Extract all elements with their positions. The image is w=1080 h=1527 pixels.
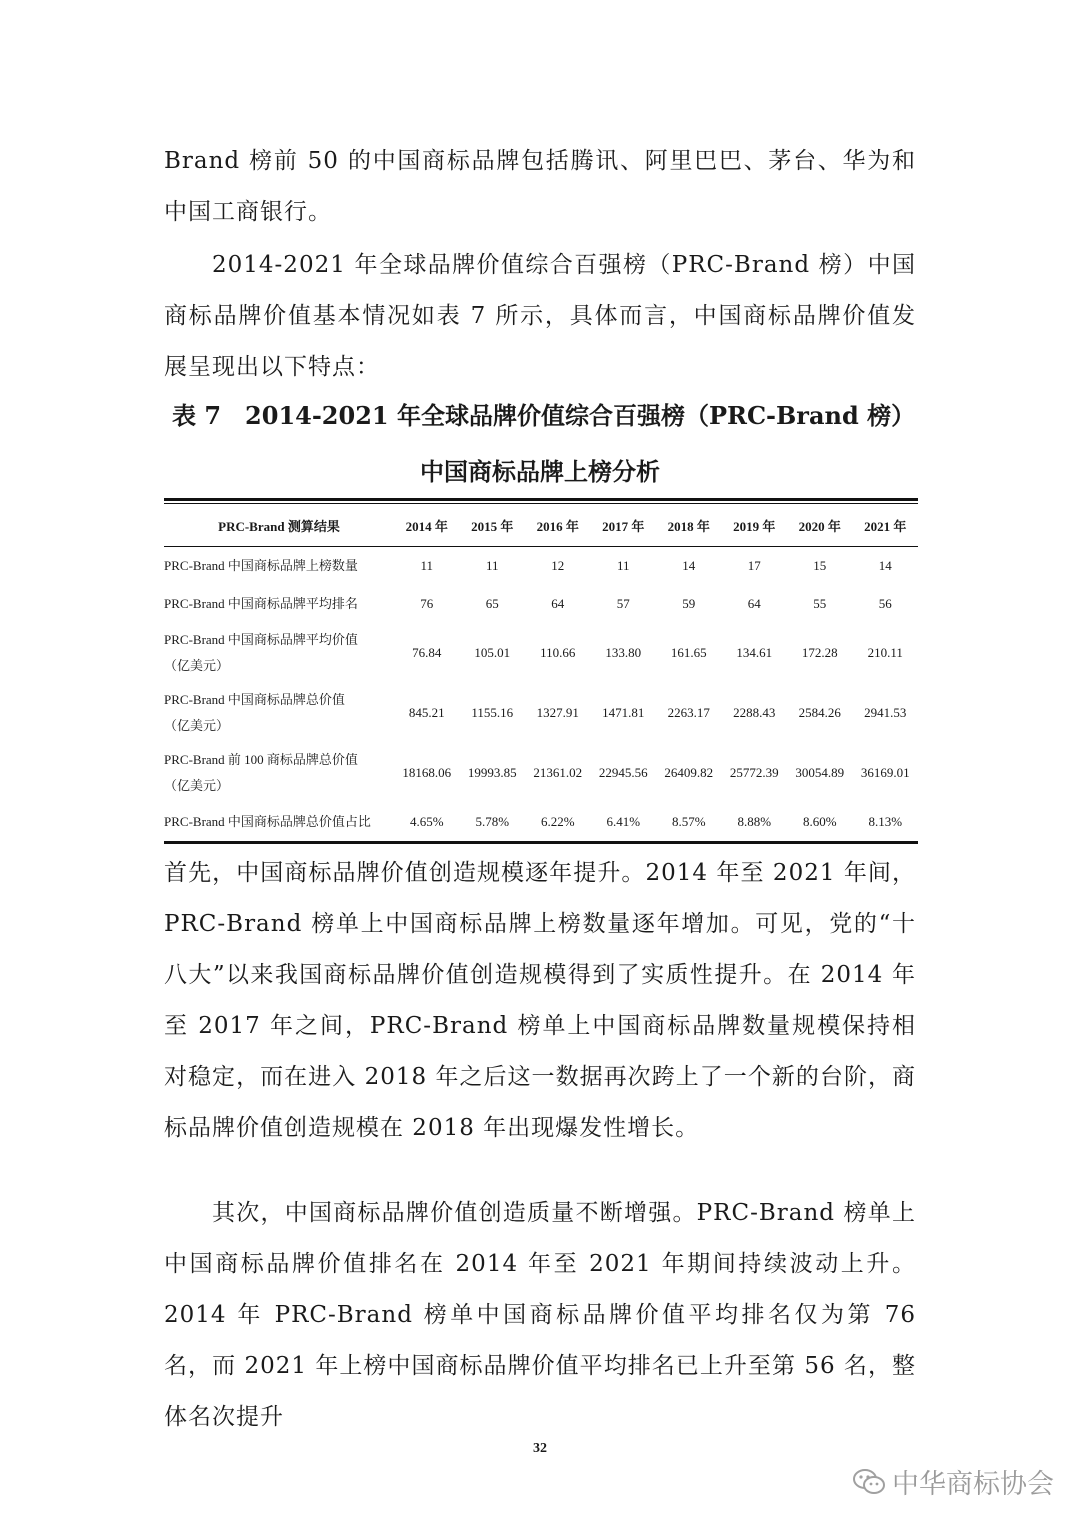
table-cell: 11	[485, 558, 499, 573]
table-cell: 36169.01	[860, 765, 910, 780]
table-row	[164, 547, 918, 586]
table-row	[164, 683, 918, 743]
row-label	[164, 683, 394, 743]
table-cell: 8.88%	[737, 814, 772, 829]
table-caption-line1: 表 7 2014-2021 年全球品牌价值综合百强榜（PRC-Brand 榜）	[172, 401, 916, 430]
header-cell: 2018 年	[656, 504, 722, 547]
table-cell: 2941.53	[864, 705, 907, 720]
row-label	[164, 623, 394, 683]
table-cell: 4.65%	[409, 814, 444, 829]
header-cell: 2017 年	[591, 504, 657, 547]
table-row	[164, 623, 918, 683]
watermark	[852, 1462, 1054, 1501]
paragraph-overview: 2014-2021 年全球品牌价值综合百强榜（PRC-Brand 榜）中国商标品牌价值基本情况如表 7 所示，具体而言，中国商标品牌价值发展呈现出以下特点：	[164, 252, 916, 380]
table-cell: 133.80	[605, 645, 642, 660]
table-cell: 134.61	[736, 645, 773, 660]
table-cell: 845.21	[408, 705, 445, 720]
row-label-text: PRC-Brand 中国商标品牌平均价值	[164, 632, 358, 647]
table-cell: 8.60%	[802, 814, 837, 829]
table-cell: 210.11	[867, 645, 903, 660]
header-cell: 2019 年	[722, 504, 788, 547]
table-cell: 11	[616, 558, 630, 573]
table-cell: 14	[878, 558, 892, 573]
table-cell: 172.28	[801, 645, 838, 660]
table-cell: 161.65	[670, 645, 707, 660]
row-label: PRC-Brand 中国商标品牌上榜数量	[164, 558, 358, 573]
table-cell: 76.84	[412, 645, 442, 660]
table-cell: 56	[878, 596, 892, 611]
header-cell: 2015 年	[460, 504, 526, 547]
row-label-unit: （亿美元）	[164, 658, 230, 673]
table-cell: 110.66	[540, 645, 576, 660]
table-cell: 2584.26	[798, 705, 841, 720]
table-row	[164, 803, 918, 841]
table-cell: 76	[420, 596, 434, 611]
table-cell: 17	[747, 558, 761, 573]
table-cell: 64	[747, 596, 761, 611]
table-cell: 19993.85	[467, 765, 517, 780]
row-label-text: PRC-Brand 前 100 商标品牌总价值	[164, 752, 358, 767]
header-cell: 2016 年	[525, 504, 591, 547]
table-cell: 64	[551, 596, 565, 611]
table-cell: 6.41%	[606, 814, 641, 829]
page-number: 32	[533, 1441, 547, 1456]
watermark-text: 中华商标协会	[892, 1469, 1054, 1500]
wechat-icon	[852, 1467, 886, 1497]
table-cell: 1155.16	[471, 705, 514, 720]
header-cell: 2021 年	[853, 504, 919, 547]
table-bottom-rule	[164, 841, 918, 844]
table-cell: 26409.82	[664, 765, 714, 780]
row-label-text: PRC-Brand 中国商标品牌总价值	[164, 692, 345, 707]
table-cell: 5.78%	[475, 814, 510, 829]
table-cell: 22945.56	[598, 765, 648, 780]
table-row	[164, 743, 918, 803]
data-table	[164, 498, 918, 844]
table-cell: 57	[616, 596, 630, 611]
table-row	[164, 585, 918, 623]
row-label	[164, 743, 394, 803]
paragraph-second-point: 其次，中国商标品牌价值创造质量不断增强。PRC-Brand 榜单上中国商标品牌价值排名在 2014 年至 2021 年期间持续波动上升。2014 年 PRC-Brand 榜单中国商标品牌价值平均排名仅为第 76 名，而 2021 年上榜中国商标品牌价值平均排名已上升至第 56 名，整体名次提升	[164, 1200, 916, 1430]
table-cell: 2288.43	[733, 705, 776, 720]
table-cell: 11	[420, 558, 434, 573]
table-cell: 12	[551, 558, 565, 573]
row-label: PRC-Brand 中国商标品牌总价值占比	[164, 814, 371, 829]
header-cell: PRC-Brand 测算结果	[164, 504, 394, 547]
paragraph-first-point: 首先，中国商标品牌价值创造规模逐年提升。2014 年至 2021 年间，PRC-Brand 榜单上中国商标品牌上榜数量逐年增加。可见，党的“十八大”以来我国商标品牌价值创造规模得到了实质性提升。在 2014 年至 2017 年之间，PRC-Brand 榜单上中国商标品牌数量规模保持相对稳定，而在进入 2018 年之后这一数据再次跨上了一个新的台阶，商标品牌价值创造规模在 2018 年出现爆发性增长。	[164, 860, 916, 1141]
table-top-rule	[164, 498, 918, 501]
table-header-row	[164, 504, 918, 547]
row-label-unit: （亿美元）	[164, 778, 230, 793]
table-cell: 30054.89	[795, 765, 845, 780]
table-cell: 18168.06	[402, 765, 452, 780]
table-cell: 55	[813, 596, 827, 611]
row-label: PRC-Brand 中国商标品牌平均排名	[164, 596, 358, 611]
table-cell: 1471.81	[602, 705, 645, 720]
header-cell: 2020 年	[787, 504, 853, 547]
table-cell: 1327.91	[536, 705, 579, 720]
paragraph-intro: Brand 榜前 50 的中国商标品牌包括腾讯、阿里巴巴、茅台、华为和中国工商银行。	[164, 148, 916, 225]
table-cell: 8.57%	[671, 814, 706, 829]
table-cell: 15	[813, 558, 827, 573]
table-cell: 2263.17	[667, 705, 710, 720]
table-cell: 14	[682, 558, 696, 573]
row-label-unit: （亿美元）	[164, 718, 230, 733]
table-cell: 59	[682, 596, 696, 611]
table-cell: 105.01	[474, 645, 511, 660]
header-cell: 2014 年	[394, 504, 460, 547]
table-cell: 6.22%	[540, 814, 575, 829]
table-cell: 25772.39	[729, 765, 779, 780]
table-cell: 8.13%	[868, 814, 903, 829]
table-cell: 21361.02	[533, 765, 583, 780]
table-caption-line2: 中国商标品牌上榜分析	[420, 457, 660, 486]
table-cell: 65	[485, 596, 499, 611]
